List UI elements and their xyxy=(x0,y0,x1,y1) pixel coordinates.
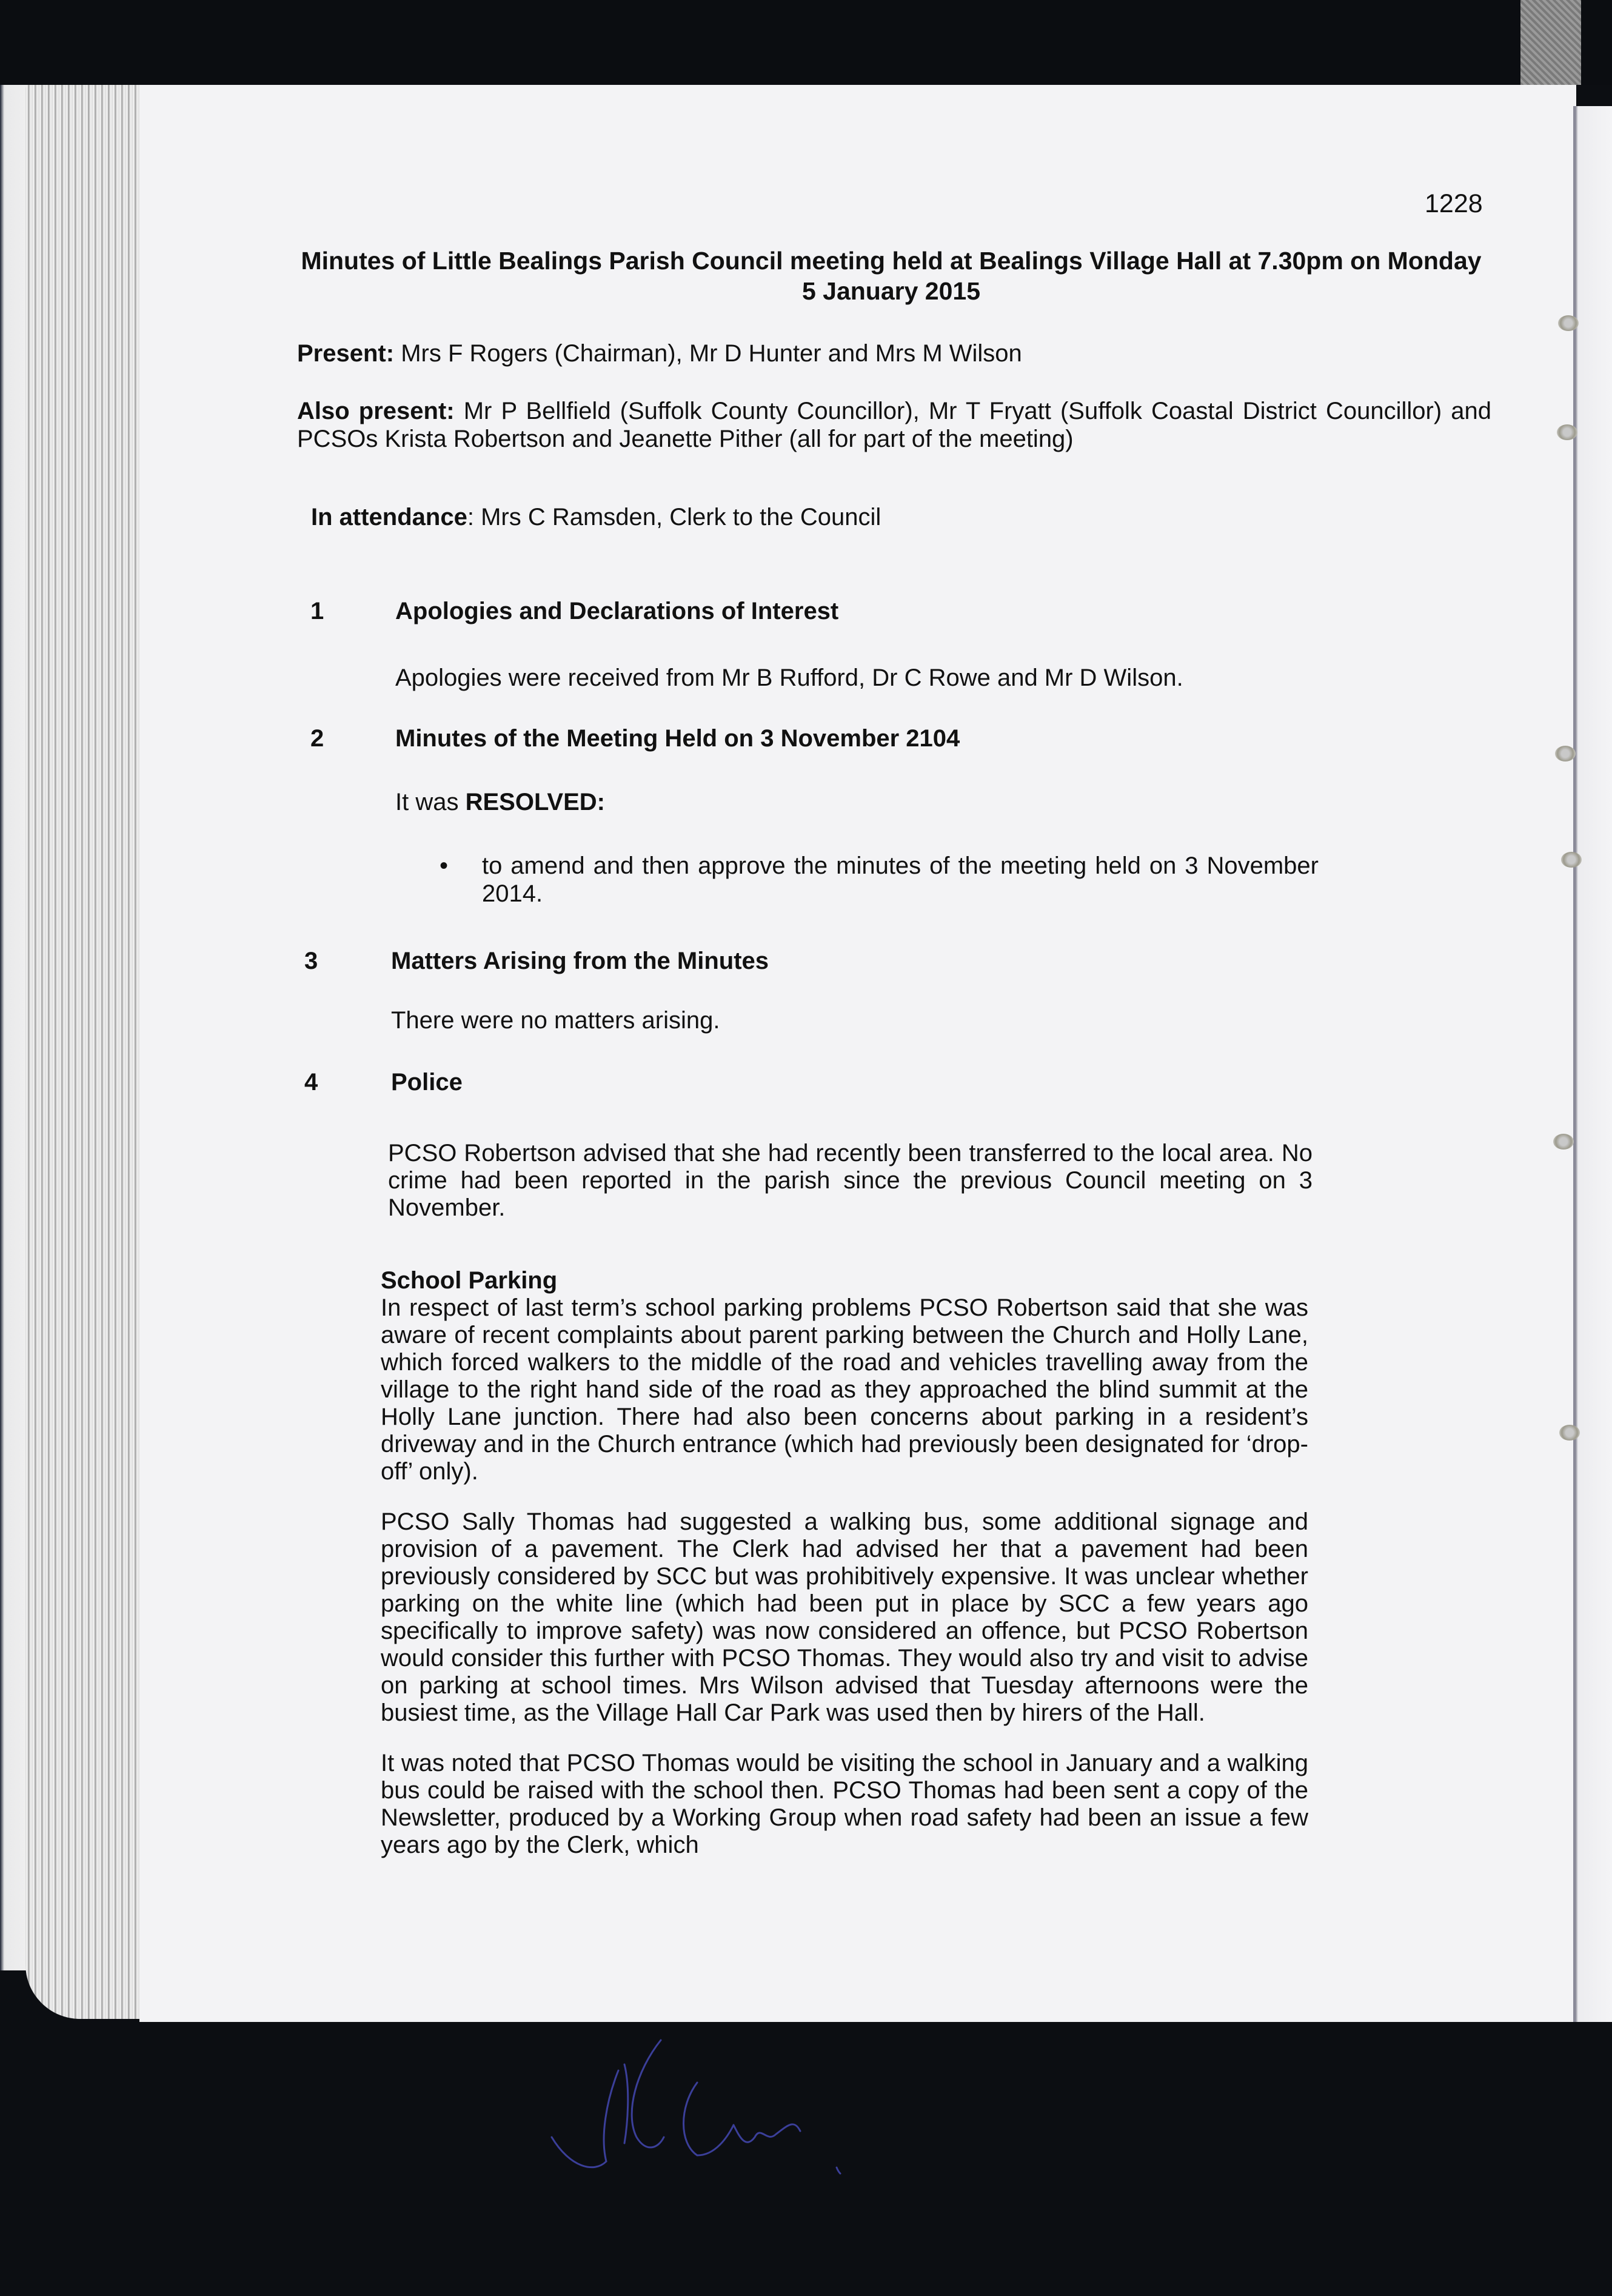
adjacent-page-edge xyxy=(1573,106,1612,2022)
resolved-prefix: It was xyxy=(395,789,466,815)
paragraph: In respect of last term’s school parking problems PCSO Robertson said that she was aware of recent complaints about parent parking between the Church and Holly Lane, which forced walkers to the middle of the road and vehicles travelling away from the village to the right hand side of the road as they approached the blind summit at the Holly Lane junction. There had also been concerns about parking in a resident’s driveway and in the Church entrance (which had previously been designated for ‘drop-off’ only). xyxy=(381,1294,1308,1485)
present-line xyxy=(297,340,1022,367)
binder-ring-hole xyxy=(1559,1425,1580,1441)
item-number: 3 xyxy=(304,948,318,974)
item-number: 2 xyxy=(310,725,324,752)
in-attendance-line xyxy=(311,503,881,531)
background-fabric xyxy=(1520,0,1581,85)
page-title: Minutes of Little Bealings Parish Council meeting held at Bealings Village Hall at 7.30pm on Monday 5 January 2015 xyxy=(301,247,1482,305)
item-heading: Matters Arising from the Minutes xyxy=(391,948,769,974)
item-body: PCSO Robertson advised that she had recently been transferred to the local area. No crime had been reported in the parish since the previous Council meeting on 3 November. xyxy=(388,1140,1313,1221)
present-text: Mrs F Rogers (Chairman), Mr D Hunter and Mrs M Wilson xyxy=(401,340,1022,367)
item-heading: Apologies and Declarations of Interest xyxy=(395,598,839,624)
resolved-line xyxy=(395,788,605,816)
paragraph: PCSO Sally Thomas had suggested a walking bus, some additional signage and provision of a pavement. The Clerk had advised her that a pavement had been previously considered by SCC but was prohibitively expensive. It was unclear whether parking on the white line (which had been put in place by SCC a few years ago specifically to improve safety) was now considered an offence, but PCSO Robertson would consider this further with PCSO Thomas. They would also try and visit to advise on parking at school times. Mrs Wilson advised that Tuesday afternoons were the busiest time, as the Village Hall Car Park was used then by hirers of the Hall. xyxy=(381,1508,1308,1726)
binder-ring-hole xyxy=(1553,1134,1574,1150)
school-parking-section xyxy=(381,1267,1308,1882)
in-attendance-text: : Mrs C Ramsden, Clerk to the Council xyxy=(467,504,881,530)
page-stack-edges xyxy=(25,85,141,2019)
binder-ring-hole xyxy=(1557,424,1577,440)
present-label: Present: xyxy=(297,340,395,367)
bullet-icon: • xyxy=(440,852,449,879)
paragraph: It was noted that PCSO Thomas would be visiting the school in January and a walking bus could be raised with the school then. PCSO Thomas had been sent a copy of the Newsletter, produced by a Working Group when road safety had been an issue a few years ago by the Clerk, which xyxy=(381,1750,1308,1858)
item-body: Apologies were received from Mr B Rufford, Dr C Rowe and Mr D Wilson. xyxy=(395,664,1183,691)
binder-ring-hole xyxy=(1561,852,1582,868)
item-heading: Police xyxy=(391,1069,463,1096)
signature xyxy=(533,2028,1079,2186)
background-top xyxy=(0,0,1612,85)
item-heading: Minutes of the Meeting Held on 3 November 2104 xyxy=(395,725,960,752)
resolved-label: RESOLVED: xyxy=(465,789,605,815)
item-number: 1 xyxy=(310,598,324,624)
page-number: 1228 xyxy=(1425,189,1483,218)
binder-ring-hole xyxy=(1558,315,1579,331)
also-present-block xyxy=(297,397,1491,453)
in-attendance-label: In attendance xyxy=(311,504,467,530)
item-number: 4 xyxy=(304,1069,318,1096)
subheading: School Parking xyxy=(381,1267,558,1294)
item-body: There were no matters arising. xyxy=(391,1007,720,1034)
binder-ring-hole xyxy=(1555,746,1576,761)
also-present-label: Also present: xyxy=(297,398,455,424)
also-present-text: Mr P Bellfield (Suffolk County Councillor), Mr T Fryatt (Suffolk Coastal District Councillor) and PCSOs Krista Robertson and Jeanette Pither (all for part of the meeting) xyxy=(297,398,1491,452)
resolution-item: to amend and then approve the minutes of the meeting held on 3 November 2014. xyxy=(482,852,1319,907)
